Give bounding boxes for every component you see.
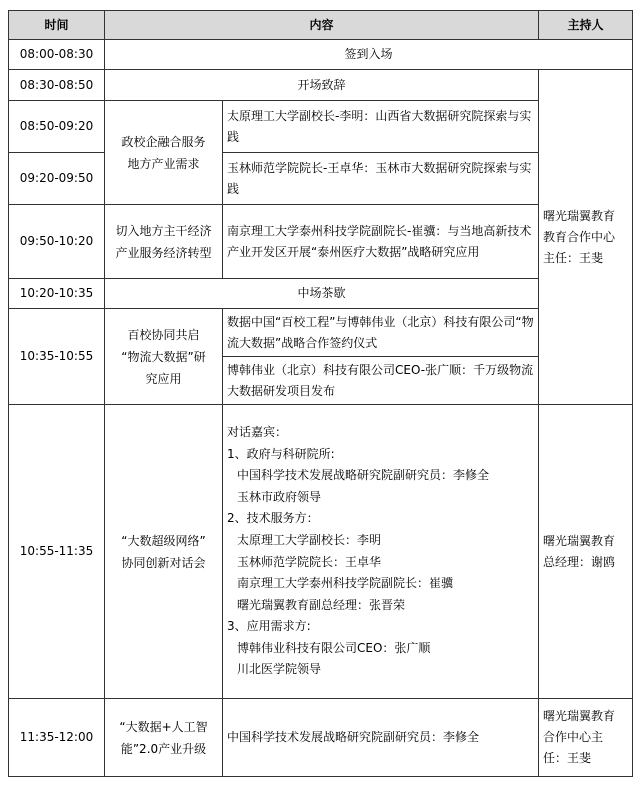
host-line: 总经理：谢鸥 xyxy=(543,554,616,569)
time-cell: 10:35-10:55 xyxy=(9,309,105,405)
topic-line: 政校企融合服务 xyxy=(121,134,206,149)
guest-item: 中国科学技术发展战略研究院副研究员：李修全 xyxy=(237,468,490,483)
host-line: 任：王斐 xyxy=(543,751,592,765)
header-row xyxy=(9,11,633,40)
guest-group-heading: 2、技术服务方： xyxy=(227,511,319,526)
topic-cell xyxy=(105,699,223,777)
guest-item: 玉林市政府领导 xyxy=(237,489,322,504)
host-line: 教育合作中心 xyxy=(543,229,616,244)
topic-line: “大数据+人工智 xyxy=(119,719,208,734)
guest-item: 玉林师范学院院长：王卓华 xyxy=(237,554,382,569)
content-cell: 博韩伟业（北京）科技有限公司CEO-张广顺：千万级物流大数据研发项目发布 xyxy=(223,357,539,405)
topic-line: 协同创新对话会 xyxy=(121,555,206,570)
guest-item: 博韩伟业科技有限公司CEO：张广顺 xyxy=(237,640,431,655)
dialogue-guest-list xyxy=(223,405,539,699)
topic-line: 产业服务经济转型 xyxy=(115,245,212,260)
content-cell: 数据中国“百校工程”与博韩伟业（北京）科技有限公司“物流大数据”战略合作签约仪式 xyxy=(223,309,539,357)
time-cell: 09:20-09:50 xyxy=(9,153,105,205)
topic-line: “物流大数据”研 xyxy=(121,349,206,364)
time-cell: 10:20-10:35 xyxy=(9,279,105,309)
host-line: 主任：王斐 xyxy=(543,250,604,265)
guest-item: 曙光瑞翼教育副总经理：张晋荣 xyxy=(237,597,406,612)
host-cell xyxy=(539,70,633,405)
topic-line: 能”2.0产业升级 xyxy=(120,741,207,756)
guest-item: 太原理工大学副校长：李明 xyxy=(237,532,382,547)
guest-item: 川北医学院领导 xyxy=(237,662,322,677)
time-cell: 09:50-10:20 xyxy=(9,205,105,279)
host-line: 曙光瑞翼教育 xyxy=(543,208,616,223)
topic-line: 究应用 xyxy=(145,371,182,386)
content-cell: 南京理工大学泰州科技学院副院长-崔骥：与当地高新技术产业开发区开展“泰州医疗大数据”战略研究应用 xyxy=(223,205,539,279)
content-cell: 签到入场 xyxy=(105,40,633,70)
table-row xyxy=(9,699,633,777)
host-cell xyxy=(539,405,633,699)
content-cell: 玉林师范学院院长-王卓华：玉林市大数据研究院探索与实践 xyxy=(223,153,539,205)
time-cell: 11:35-12:00 xyxy=(9,699,105,777)
topic-cell xyxy=(105,101,223,205)
content-cell: 中国科学技术发展战略研究院副研究员：李修全 xyxy=(223,699,539,777)
header-time: 时间 xyxy=(9,11,105,40)
time-cell: 10:55-11:35 xyxy=(9,405,105,699)
topic-line: “大数超级网络” xyxy=(121,533,206,548)
schedule-table xyxy=(8,10,633,777)
time-cell: 08:50-09:20 xyxy=(9,101,105,153)
topic-line: 百校协同共启 xyxy=(127,327,200,342)
host-line: 合作中心主 xyxy=(543,730,604,744)
topic-cell xyxy=(105,205,223,279)
host-cell xyxy=(539,699,633,777)
time-cell: 08:30-08:50 xyxy=(9,70,105,101)
guest-group-heading: 1、政府与科研院所: xyxy=(227,446,335,461)
topic-cell xyxy=(105,405,223,699)
content-cell: 太原理工大学副校长-李明：山西省大数据研究院探索与实践 xyxy=(223,101,539,153)
header-host: 主持人 xyxy=(539,11,633,40)
topic-cell xyxy=(105,309,223,405)
time-cell: 08:00-08:30 xyxy=(9,40,105,70)
guest-group-heading: 3、应用需求方: xyxy=(227,619,311,634)
topic-line: 地方产业需求 xyxy=(127,156,200,171)
content-cell: 中场茶歇 xyxy=(105,279,539,309)
host-line: 曙光瑞翼教育 xyxy=(543,709,616,723)
content-cell: 开场致辞 xyxy=(105,70,539,101)
table-row xyxy=(9,405,633,699)
guest-item: 南京理工大学泰州科技学院副院长：崔骥 xyxy=(237,576,454,591)
host-line: 曙光瑞翼教育 xyxy=(543,533,616,548)
table-row xyxy=(9,40,633,70)
guest-list-heading: 对话嘉宾： xyxy=(227,424,288,439)
header-content: 内容 xyxy=(105,11,539,40)
topic-line: 切入地方主干经济 xyxy=(115,223,212,238)
table-row xyxy=(9,70,633,101)
